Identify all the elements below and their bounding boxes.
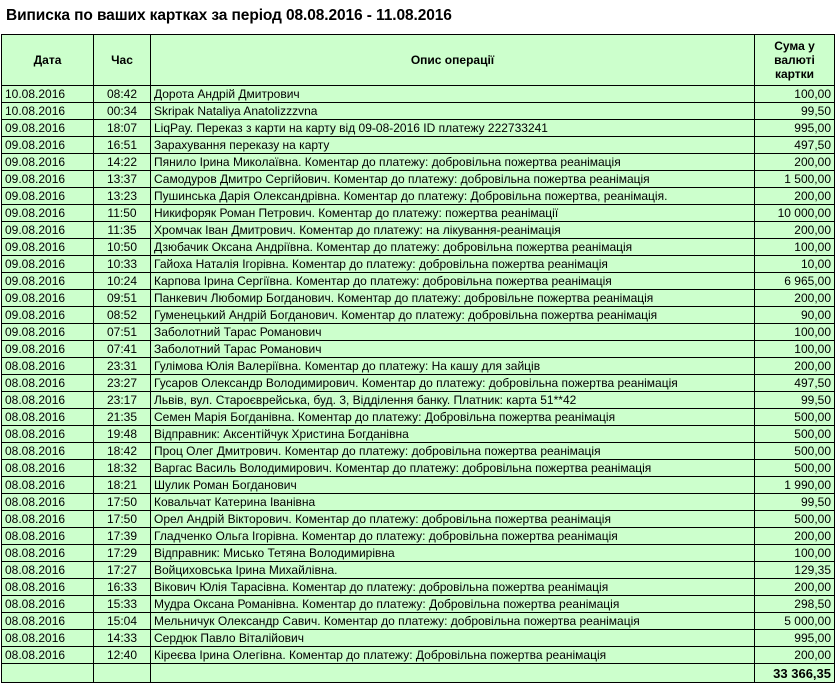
amount-cell: 100,00 <box>755 324 835 341</box>
amount-cell: 99,50 <box>755 494 835 511</box>
time-cell: 18:32 <box>94 460 151 477</box>
description-cell: Семен Марія Богданівна. Коментар до платежу: Добровільна пожертва реанімація <box>151 409 755 426</box>
amount-cell: 298,50 <box>755 596 835 613</box>
description-cell: Дорота Андрій Дмитрович <box>151 86 755 103</box>
date-cell: 08.08.2016 <box>2 630 94 647</box>
time-cell: 11:35 <box>94 222 151 239</box>
table-row <box>2 375 835 392</box>
total-empty-cell <box>2 664 94 683</box>
time-cell: 23:31 <box>94 358 151 375</box>
amount-cell: 200,00 <box>755 528 835 545</box>
amount-cell: 1 500,00 <box>755 171 835 188</box>
description-cell: Ковальчат Катерина Іванівна <box>151 494 755 511</box>
date-cell: 10.08.2016 <box>2 86 94 103</box>
description-cell: Заболотний Тарас Романович <box>151 324 755 341</box>
description-cell: Панкевич Любомир Богданович. Коментар до платежу: добровільне пожертва реанімація <box>151 290 755 307</box>
amount-cell: 200,00 <box>755 290 835 307</box>
table-row <box>2 205 835 222</box>
date-cell: 09.08.2016 <box>2 188 94 205</box>
amount-cell: 995,00 <box>755 630 835 647</box>
time-cell: 10:33 <box>94 256 151 273</box>
time-cell: 11:50 <box>94 205 151 222</box>
table-row <box>2 239 835 256</box>
table-row <box>2 545 835 562</box>
date-cell: 09.08.2016 <box>2 171 94 188</box>
description-cell: Хромчак Іван Дмитрович. Коментар до платежу: на лікування-реанімація <box>151 222 755 239</box>
date-cell: 08.08.2016 <box>2 545 94 562</box>
time-cell: 17:27 <box>94 562 151 579</box>
description-cell: Войциховська Ірина Михайлівна. <box>151 562 755 579</box>
amount-cell: 1 990,00 <box>755 477 835 494</box>
date-cell: 08.08.2016 <box>2 511 94 528</box>
amount-cell: 5 000,00 <box>755 613 835 630</box>
date-cell: 09.08.2016 <box>2 324 94 341</box>
time-cell: 14:33 <box>94 630 151 647</box>
description-cell: Карпова Ірина Сергіївна. Коментар до платежу: добровільна пожертва реанімація <box>151 273 755 290</box>
time-cell: 21:35 <box>94 409 151 426</box>
total-empty-cell <box>94 664 151 683</box>
description-cell: Відправник: Мисько Тетяна Володимирівна <box>151 545 755 562</box>
table-row <box>2 273 835 290</box>
table-row <box>2 511 835 528</box>
amount-cell: 10 000,00 <box>755 205 835 222</box>
time-cell: 18:07 <box>94 120 151 137</box>
amount-cell: 500,00 <box>755 409 835 426</box>
table-row <box>2 460 835 477</box>
total-empty-cell <box>151 664 755 683</box>
date-cell: 08.08.2016 <box>2 613 94 630</box>
date-cell: 08.08.2016 <box>2 494 94 511</box>
amount-cell: 200,00 <box>755 222 835 239</box>
time-cell: 23:27 <box>94 375 151 392</box>
time-cell: 07:51 <box>94 324 151 341</box>
statement-table <box>1 34 835 683</box>
description-cell: Заболотний Тарас Романович <box>151 341 755 358</box>
amount-header-line-2: валюті <box>774 53 815 67</box>
table-row <box>2 307 835 324</box>
table-row <box>2 392 835 409</box>
date-cell: 09.08.2016 <box>2 239 94 256</box>
date-cell: 09.08.2016 <box>2 120 94 137</box>
description-cell: Самодуров Дмитро Сергійович. Коментар до платежу: добровільна пожертва реанімація <box>151 171 755 188</box>
column-header-description: Опис операції <box>151 35 755 86</box>
date-cell: 09.08.2016 <box>2 256 94 273</box>
table-header-row <box>2 35 835 86</box>
table-row <box>2 579 835 596</box>
description-cell: Сердюк Павло Віталійович <box>151 630 755 647</box>
description-cell: Проц Олег Дмитрович. Коментар до платежу: добровільна пожертва реанімація <box>151 443 755 460</box>
description-cell: Мельничук Олександр Савич. Коментар до платежу: добровільна пожертва реанімація <box>151 613 755 630</box>
time-cell: 23:17 <box>94 392 151 409</box>
table-row <box>2 120 835 137</box>
description-cell: LiqPay. Переказ з карти на карту від 09-08-2016 ID платежу 222733241 <box>151 120 755 137</box>
table-row <box>2 341 835 358</box>
date-cell: 09.08.2016 <box>2 341 94 358</box>
table-row <box>2 86 835 103</box>
description-cell: Гулімова Юлія Валеріївна. Коментар до платежу: На кашу для зайців <box>151 358 755 375</box>
table-row <box>2 596 835 613</box>
date-cell: 08.08.2016 <box>2 579 94 596</box>
column-header-time: Час <box>94 35 151 86</box>
amount-header-line-1: Сума у <box>774 39 815 53</box>
description-cell: Пушинська Дарія Олександрівна. Коментар до платежу: Добровільна пожертва, реанімація. <box>151 188 755 205</box>
amount-cell: 200,00 <box>755 188 835 205</box>
amount-cell: 99,50 <box>755 103 835 120</box>
amount-cell: 200,00 <box>755 154 835 171</box>
time-cell: 16:51 <box>94 137 151 154</box>
date-cell: 08.08.2016 <box>2 443 94 460</box>
description-cell: Гуменецький Андрій Богданович. Коментар до платежу: добровільна пожертва реанімація <box>151 307 755 324</box>
date-cell: 08.08.2016 <box>2 358 94 375</box>
amount-cell: 995,00 <box>755 120 835 137</box>
description-cell: Гусаров Олександр Володимирович. Коментар до платежу: добровільна пожертва реанімація <box>151 375 755 392</box>
time-cell: 13:23 <box>94 188 151 205</box>
date-cell: 08.08.2016 <box>2 562 94 579</box>
table-row <box>2 528 835 545</box>
table-row <box>2 358 835 375</box>
amount-cell: 497,50 <box>755 137 835 154</box>
time-cell: 17:29 <box>94 545 151 562</box>
time-cell: 08:52 <box>94 307 151 324</box>
date-cell: 09.08.2016 <box>2 154 94 171</box>
statement-title: Виписка по ваших картках за період 08.08.2016 - 11.08.2016 <box>6 7 452 24</box>
time-cell: 10:50 <box>94 239 151 256</box>
date-cell: 09.08.2016 <box>2 273 94 290</box>
date-cell: 09.08.2016 <box>2 222 94 239</box>
amount-cell: 100,00 <box>755 545 835 562</box>
amount-cell: 129,35 <box>755 562 835 579</box>
table-row <box>2 494 835 511</box>
table-row <box>2 256 835 273</box>
time-cell: 09:51 <box>94 290 151 307</box>
time-cell: 19:48 <box>94 426 151 443</box>
column-header-date: Дата <box>2 35 94 86</box>
table-row <box>2 154 835 171</box>
amount-cell: 6 965,00 <box>755 273 835 290</box>
amount-cell: 10,00 <box>755 256 835 273</box>
time-cell: 00:34 <box>94 103 151 120</box>
amount-cell: 100,00 <box>755 341 835 358</box>
table-row <box>2 103 835 120</box>
description-cell: Пянило Ірина Миколаївна. Коментар до платежу: добровільна пожертва реанімація <box>151 154 755 171</box>
description-cell: Варгас Василь Володимирович. Коментар до платежу: добровільна пожертва реанімація <box>151 460 755 477</box>
table-row <box>2 137 835 154</box>
amount-header-line-3: картки <box>774 67 815 81</box>
table-row <box>2 477 835 494</box>
date-cell: 09.08.2016 <box>2 290 94 307</box>
amount-cell: 100,00 <box>755 86 835 103</box>
description-cell: Шулик Роман Богданович <box>151 477 755 494</box>
time-cell: 10:24 <box>94 273 151 290</box>
date-cell: 09.08.2016 <box>2 137 94 154</box>
description-cell: Гайоха Наталія Ігорівна. Коментар до платежу: добровільна пожертва реанімація <box>151 256 755 273</box>
date-cell: 08.08.2016 <box>2 596 94 613</box>
time-cell: 12:40 <box>94 647 151 664</box>
amount-cell: 200,00 <box>755 647 835 664</box>
time-cell: 15:04 <box>94 613 151 630</box>
amount-cell: 500,00 <box>755 443 835 460</box>
time-cell: 17:50 <box>94 494 151 511</box>
date-cell: 08.08.2016 <box>2 409 94 426</box>
column-header-amount <box>755 35 835 86</box>
time-cell: 08:42 <box>94 86 151 103</box>
time-cell: 15:33 <box>94 596 151 613</box>
table-row <box>2 647 835 664</box>
date-cell: 08.08.2016 <box>2 392 94 409</box>
description-cell: Кіреєва Ірина Олегівна. Коментар до платежу: Добровільна пожертва реанімація <box>151 647 755 664</box>
table-body <box>2 86 835 664</box>
amount-cell: 500,00 <box>755 426 835 443</box>
table-row <box>2 222 835 239</box>
time-cell: 18:42 <box>94 443 151 460</box>
amount-cell: 200,00 <box>755 579 835 596</box>
description-cell: Орел Андрій Вікторович. Коментар до платежу: добровільна пожертва реанімація <box>151 511 755 528</box>
time-cell: 17:39 <box>94 528 151 545</box>
total-amount: 33 366,35 <box>755 664 835 683</box>
amount-cell: 99,50 <box>755 392 835 409</box>
time-cell: 18:21 <box>94 477 151 494</box>
amount-cell: 100,00 <box>755 239 835 256</box>
description-cell: Skripak Nataliya Anatolizzzvna <box>151 103 755 120</box>
description-cell: Никифоряк Роман Петрович. Коментар до платежу: пожертва реанімації <box>151 205 755 222</box>
description-cell: Відправник: Аксентійчук Христина Богданівна <box>151 426 755 443</box>
date-cell: 08.08.2016 <box>2 647 94 664</box>
amount-cell: 500,00 <box>755 460 835 477</box>
table-row <box>2 630 835 647</box>
description-cell: Гладченко Ольга Ігорівна. Коментар до платежу: добровільна пожертва реанімація <box>151 528 755 545</box>
total-row <box>2 664 835 683</box>
amount-cell: 500,00 <box>755 511 835 528</box>
table-row <box>2 171 835 188</box>
table-row <box>2 562 835 579</box>
time-cell: 13:37 <box>94 171 151 188</box>
table-row <box>2 426 835 443</box>
date-cell: 08.08.2016 <box>2 375 94 392</box>
amount-cell: 200,00 <box>755 358 835 375</box>
date-cell: 08.08.2016 <box>2 426 94 443</box>
time-cell: 17:50 <box>94 511 151 528</box>
date-cell: 09.08.2016 <box>2 205 94 222</box>
date-cell: 08.08.2016 <box>2 477 94 494</box>
time-cell: 16:33 <box>94 579 151 596</box>
table-row <box>2 613 835 630</box>
time-cell: 07:41 <box>94 341 151 358</box>
date-cell: 09.08.2016 <box>2 307 94 324</box>
date-cell: 08.08.2016 <box>2 460 94 477</box>
table-row <box>2 409 835 426</box>
table-row <box>2 324 835 341</box>
description-cell: Дзюбачик Оксана Андріївна. Коментар до платежу: добровільна пожертва реанімація <box>151 239 755 256</box>
table-row <box>2 290 835 307</box>
time-cell: 14:22 <box>94 154 151 171</box>
amount-cell: 90,00 <box>755 307 835 324</box>
description-cell: Вікович Юлія Тарасівна. Коментар до платежу: добровільна пожертва реанімація <box>151 579 755 596</box>
description-cell: Львів, вул. Староєврейська, буд. 3, Відділення банку. Платник: карта 51**42 <box>151 392 755 409</box>
date-cell: 08.08.2016 <box>2 528 94 545</box>
date-cell: 10.08.2016 <box>2 103 94 120</box>
table-row <box>2 443 835 460</box>
description-cell: Мудра Оксана Романівна. Коментар до платежу: Добровільна пожертва реанімація <box>151 596 755 613</box>
amount-cell: 497,50 <box>755 375 835 392</box>
description-cell: Зарахування переказу на карту <box>151 137 755 154</box>
table-row <box>2 188 835 205</box>
